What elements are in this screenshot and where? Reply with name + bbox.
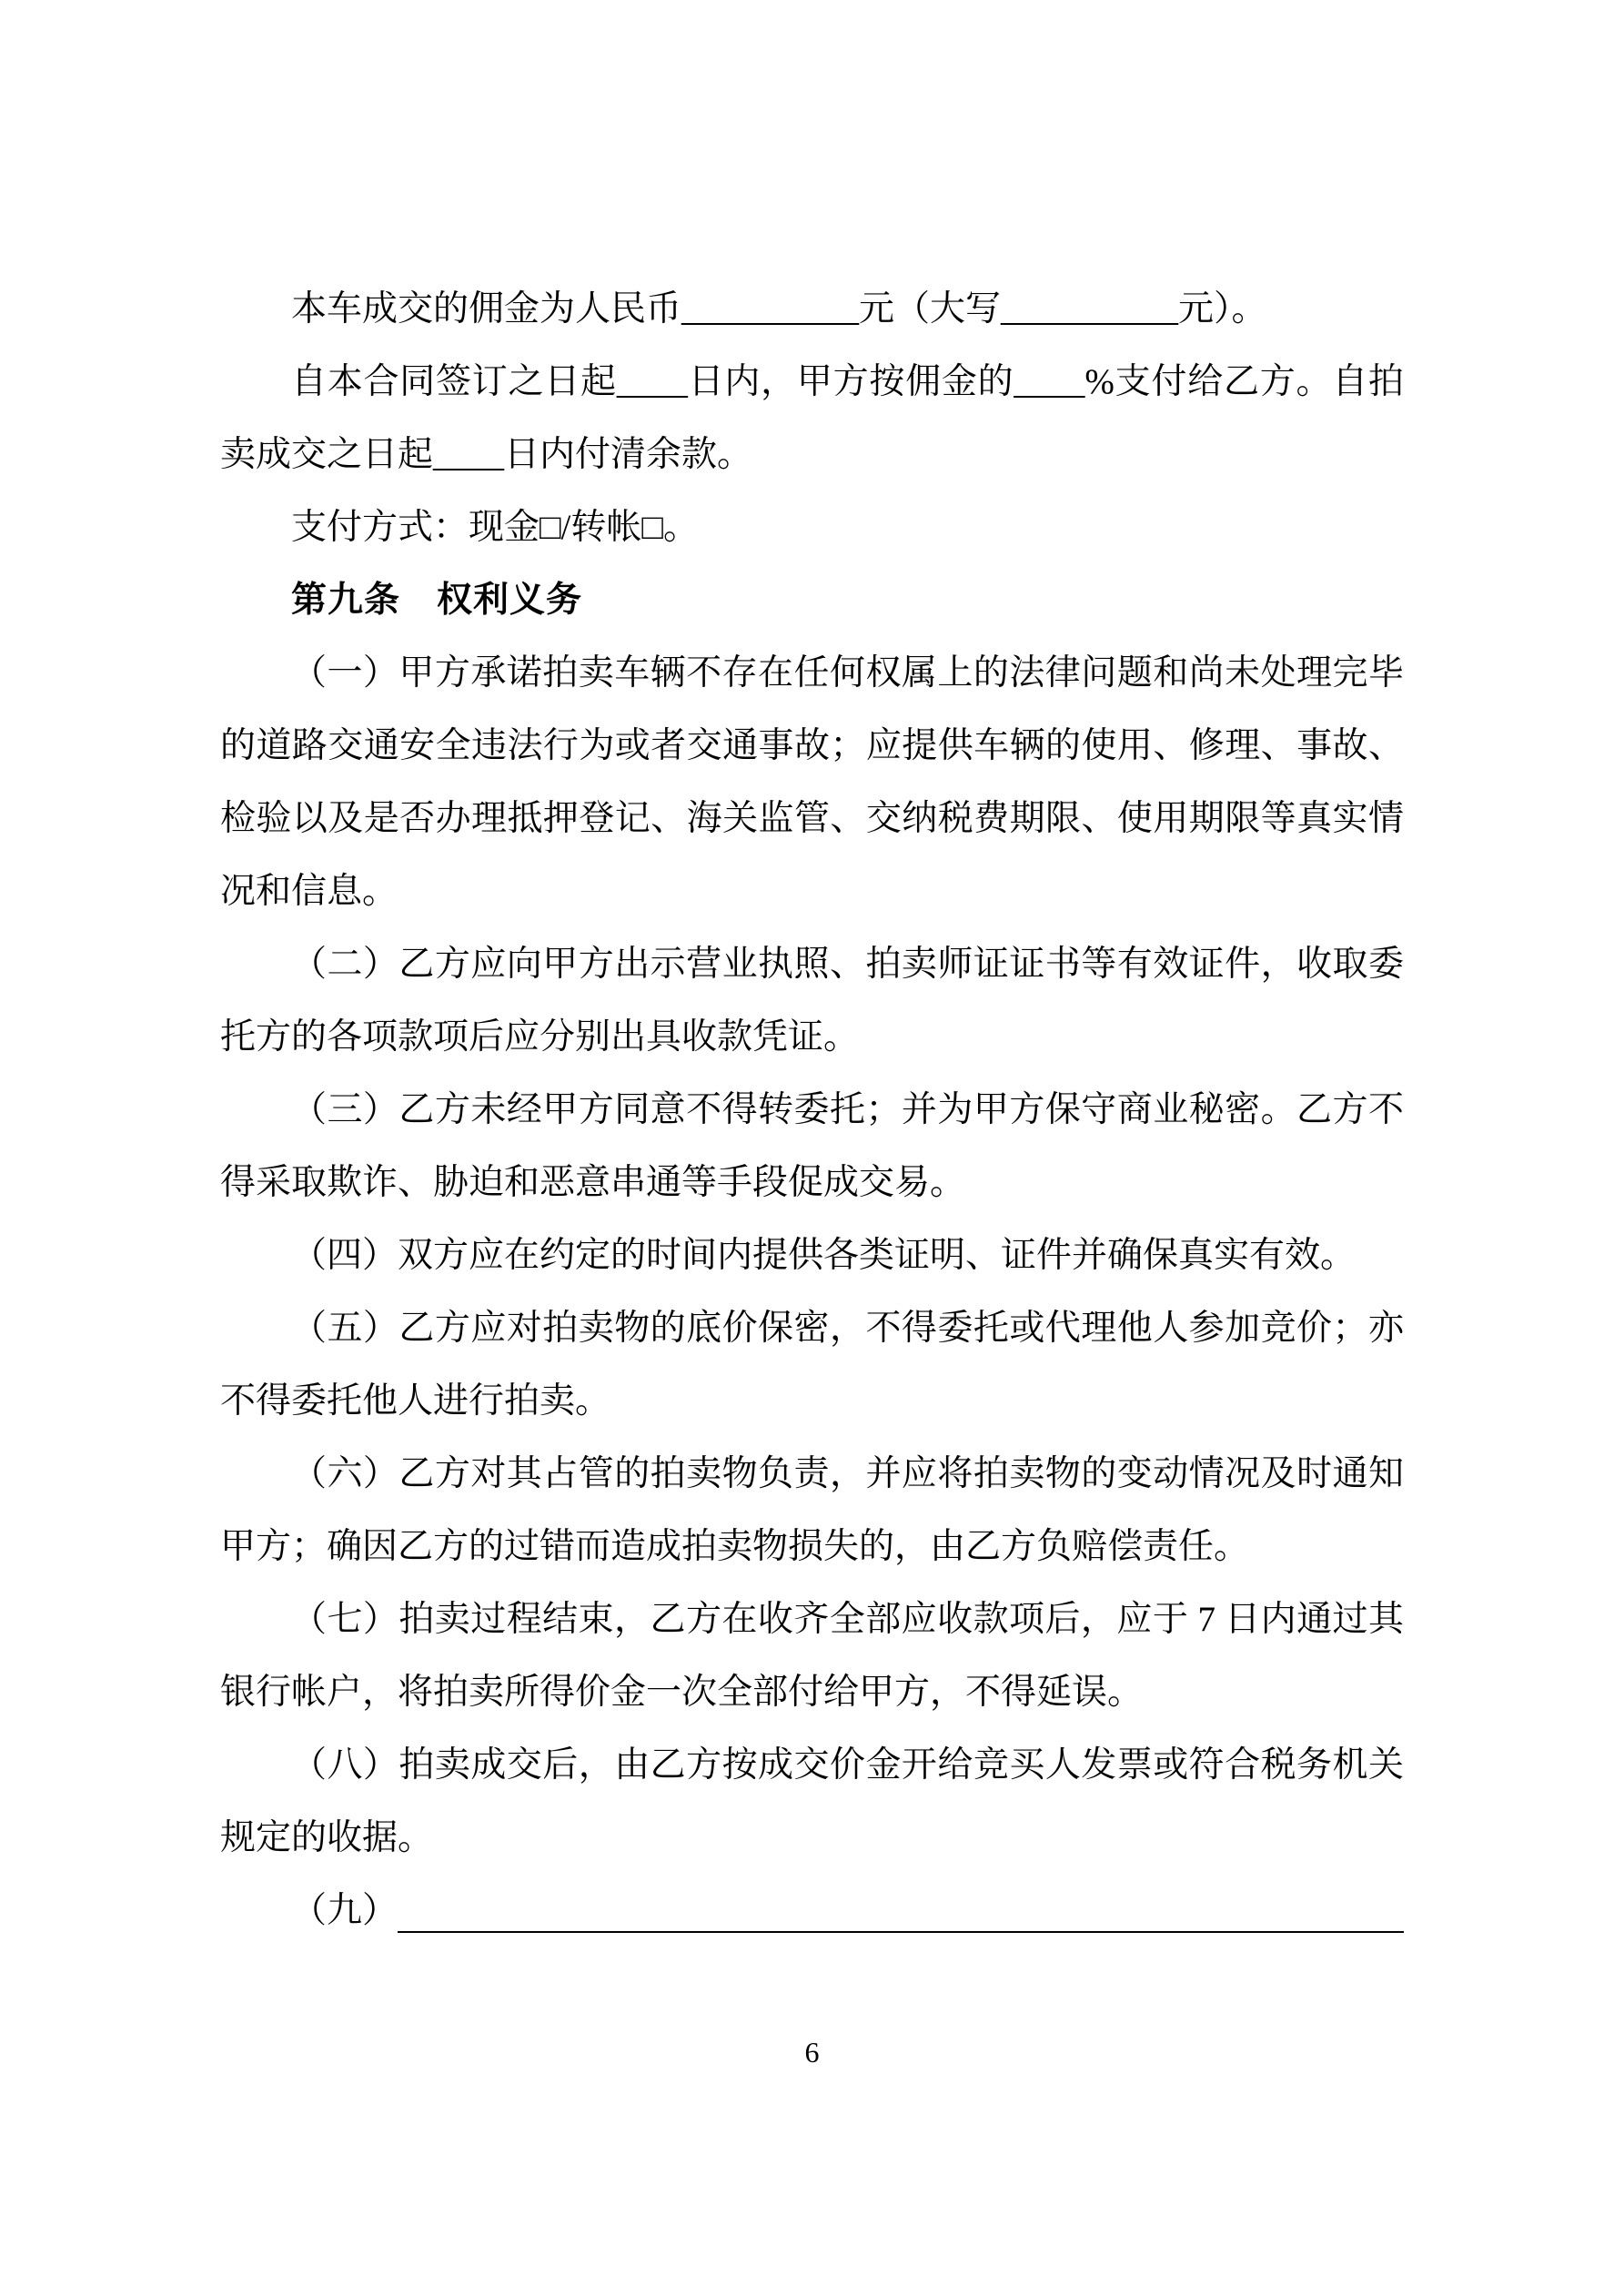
clause-9-item-2: （二）乙方应向甲方出示营业执照、拍卖师证证书等有效证件，收取委托方的各项款项后应分别出具收款凭证。 (220, 945, 1404, 1057)
clause-9-item-1: （一）甲方承诺拍卖车辆不存在任何权属上的法律问题和尚未处理完毕的道路交通安全违法行为或者交通事故；应提供车辆的使用、修理、事故、检验以及是否办理抵押登记、海关监管、交纳税费期限、使用期限等真实情况和信息。 (220, 653, 1404, 911)
article-9-heading: 第九条 权利义务 (291, 581, 583, 620)
clause-9-item-3: （三）乙方未经甲方同意不得转委托；并为甲方保守商业秘密。乙方不得采取欺诈、胁迫和恶意串通等手段促成交易。 (220, 1090, 1404, 1202)
paragraph-commission-amount: 本车成交的佣金为人民币__________元（大写__________元）。 (291, 289, 1267, 329)
blank-underline (398, 1931, 1404, 1933)
paragraph-payment-method: 支付方式：现金□/转帐□。 (291, 508, 699, 547)
paragraph-payment-schedule: 自本合同签订之日起____日内，甲方按佣金的____%支付给乙方。自拍卖成交之日起____日内付清余款。 (220, 362, 1404, 474)
clause-9-item-5: （五）乙方应对拍卖物的底价保密，不得委托或代理他人参加竞价；亦不得委托他人进行拍卖。 (220, 1309, 1404, 1421)
clause-9-item-8: （八）拍卖成交后，由乙方按成交价金开给竞买人发票或符合税务机关规定的收据。 (220, 1745, 1404, 1857)
clause-9-item-9-label: （九） (291, 1891, 398, 1930)
clause-9-item-6: （六）乙方对其占管的拍卖物负责，并应将拍卖物的变动情况及时通知甲方；确因乙方的过错而造成拍卖物损失的，由乙方负赔偿责任。 (220, 1454, 1404, 1566)
clause-9-item-4: （四）双方应在约定的时间内提供各类证明、证件并确保真实有效。 (291, 1236, 1357, 1275)
clause-9-item-7: （七）拍卖过程结束，乙方在收齐全部应收款项后，应于 7 日内通过其银行帐户，将拍卖所得价金一次全部付给甲方，不得延误。 (220, 1600, 1404, 1712)
clause-9-item-9 (220, 1875, 1404, 1947)
page-number: 6 (804, 2036, 820, 2068)
